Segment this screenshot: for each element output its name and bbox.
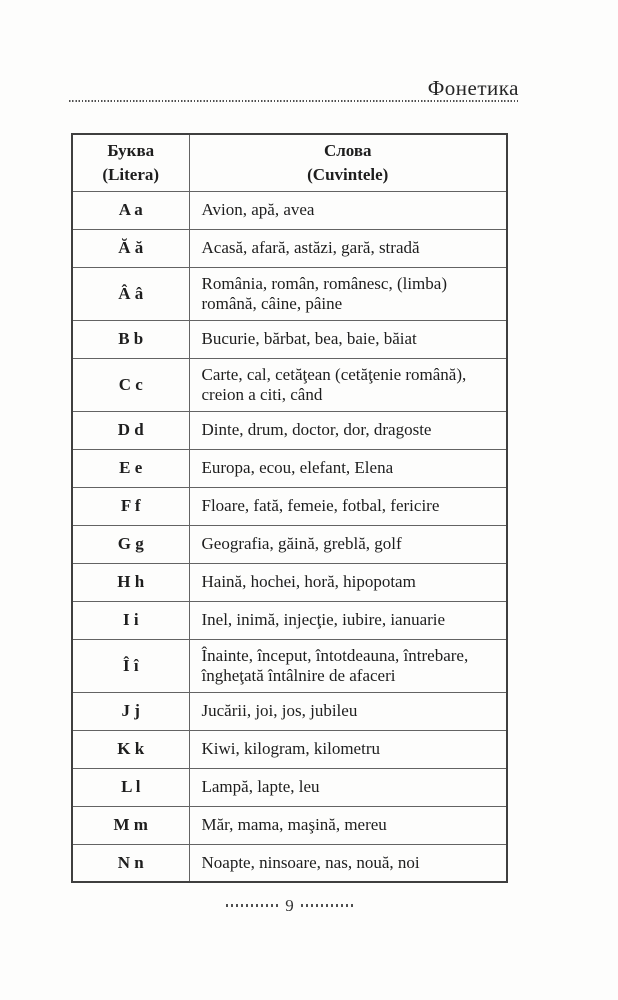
- table-row: [72, 358, 507, 411]
- letter-label: H h: [117, 572, 145, 591]
- table-row: [72, 229, 507, 267]
- letter-label: M m: [113, 815, 148, 834]
- words-text-line: română, câine, pâine: [201, 293, 343, 313]
- letter-label: G g: [117, 534, 144, 553]
- letter-cell: [72, 411, 189, 449]
- words-text-line: Geografia, găină, greblă, golf: [201, 534, 402, 553]
- table-row: [72, 411, 507, 449]
- letter-label: Ă ă: [118, 238, 144, 257]
- words-text-line: Lampă, lapte, leu: [201, 777, 320, 796]
- column-header-words: [189, 134, 507, 191]
- letter-cell: [72, 191, 189, 229]
- table-row: [72, 487, 507, 525]
- letter-cell: [72, 639, 189, 692]
- letter-cell: [72, 563, 189, 601]
- words-cell: [189, 449, 507, 487]
- letter-cell: [72, 768, 189, 806]
- words-text-line: Kiwi, kilogram, kilometru: [201, 739, 380, 758]
- table-row: [72, 806, 507, 844]
- words-text-line: Măr, mama, maşină, mereu: [201, 815, 387, 834]
- words-text-line: Inel, inimă, injecţie, iubire, ianuarie: [201, 610, 446, 629]
- table-header-row: [72, 134, 507, 191]
- letter-cell: [72, 320, 189, 358]
- words-cell: [189, 229, 507, 267]
- words-cell: [189, 320, 507, 358]
- words-cell: [189, 639, 507, 692]
- page-number: 9: [285, 896, 294, 915]
- letter-label: N n: [117, 852, 144, 872]
- words-text-line: Europa, ecou, elefant, Elena: [201, 458, 394, 477]
- words-cell: [189, 692, 507, 730]
- footer-leader-left: [226, 904, 278, 907]
- letter-label: L l: [121, 777, 141, 796]
- letter-cell: [72, 806, 189, 844]
- table-row: [72, 768, 507, 806]
- letter-label: Â â: [118, 283, 144, 303]
- letter-label: Î î: [122, 655, 139, 675]
- footer-leader-right: [301, 904, 353, 907]
- letter-label: A a: [118, 200, 143, 219]
- words-cell: [189, 806, 507, 844]
- words-cell: [189, 191, 507, 229]
- letter-label: K k: [117, 739, 145, 758]
- words-text-line: Floare, fată, femeie, fotbal, fericire: [201, 496, 440, 515]
- words-cell: [189, 267, 507, 320]
- phonetics-table: [71, 133, 508, 883]
- table-row: [72, 692, 507, 730]
- words-cell: [189, 525, 507, 563]
- words-cell: [189, 563, 507, 601]
- table-row: [72, 191, 507, 229]
- column-header-words-ru: Слова: [323, 140, 372, 160]
- letter-cell: [72, 692, 189, 730]
- table-row: [72, 730, 507, 768]
- column-header-words-ro: (Cuvintele): [307, 164, 389, 184]
- words-text-line: Jucării, joi, jos, jubileu: [201, 701, 358, 720]
- words-text-line: Dinte, drum, doctor, dor, dragoste: [201, 420, 432, 439]
- letter-label: B b: [118, 329, 144, 348]
- letter-label: J j: [121, 701, 140, 720]
- letter-cell: [72, 358, 189, 411]
- words-text-line: Carte, cal, cetăţean (cetăţenie română),: [201, 364, 467, 384]
- letter-label: F f: [120, 496, 141, 515]
- words-cell: [189, 601, 507, 639]
- letter-label: C c: [118, 374, 143, 394]
- words-cell: [189, 844, 507, 882]
- words-cell: [189, 768, 507, 806]
- table-row: [72, 639, 507, 692]
- table-row: [72, 525, 507, 563]
- letter-label: I i: [122, 610, 139, 629]
- words-text-line: Haină, hochei, horă, hipopotam: [201, 572, 416, 591]
- letter-cell: [72, 267, 189, 320]
- words-text-line: România, român, românesc, (limba): [201, 273, 447, 293]
- table-row: [72, 563, 507, 601]
- words-cell: [189, 411, 507, 449]
- table-row: [72, 601, 507, 639]
- letter-cell: [72, 449, 189, 487]
- letter-cell: [72, 229, 189, 267]
- words-text-line: creion a citi, când: [201, 384, 323, 404]
- table-row: [72, 449, 507, 487]
- words-text-line: Acasă, afară, astăzi, gară, stradă: [201, 238, 420, 257]
- words-cell: [189, 730, 507, 768]
- letter-cell: [72, 844, 189, 882]
- words-cell: [189, 358, 507, 411]
- words-text-line: Înainte, început, întotdeauna, întrebare,: [201, 645, 469, 665]
- letter-label: D d: [117, 420, 144, 439]
- letter-cell: [72, 487, 189, 525]
- letter-label: E e: [119, 458, 143, 477]
- dotted-rule: [69, 100, 518, 102]
- table-row: [72, 267, 507, 320]
- running-head-title: Фонетика: [427, 76, 519, 100]
- column-header-letter: [72, 134, 189, 191]
- column-header-letter-ro: (Litera): [102, 164, 160, 184]
- words-text-line: îngheţată întâlnire de afaceri: [201, 665, 396, 685]
- column-header-letter-ru: Буква: [107, 140, 155, 160]
- words-text-line: Avion, apă, avea: [201, 200, 315, 219]
- words-text-line: Noapte, ninsoare, nas, nouă, noi: [201, 852, 420, 872]
- words-text-line: Bucurie, bărbat, bea, baie, băiat: [201, 329, 417, 348]
- letter-cell: [72, 730, 189, 768]
- table-row: [72, 844, 507, 882]
- letter-cell: [72, 525, 189, 563]
- page-footer: [71, 896, 508, 916]
- words-cell: [189, 487, 507, 525]
- table-row: [72, 320, 507, 358]
- letter-cell: [72, 601, 189, 639]
